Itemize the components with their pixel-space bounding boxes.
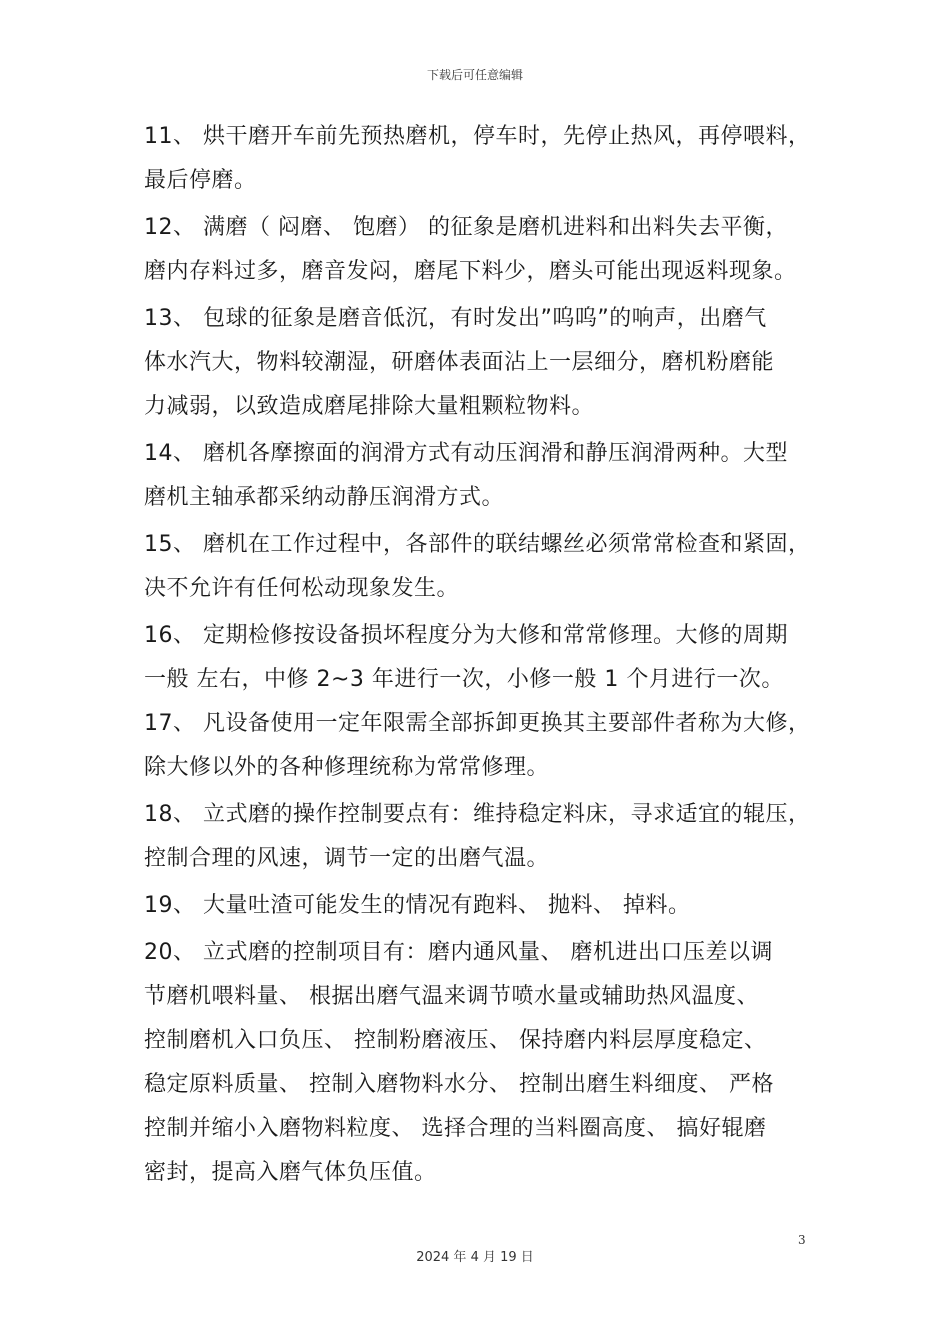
list-item-20 [144,931,824,1195]
footer-date: 2024 年 4 月 19 日 [416,1250,534,1265]
list-item-18 [144,793,824,881]
text-line: 一般 左右，中修 2~3 年进行一次，小修一般 1 个月进行一次。 [144,667,784,692]
text-line: 控制磨机入口负压、 控制粉磨液压、 保持磨内料层厚度稳定、 [144,1028,767,1053]
text-line: 控制合理的风速，调节一定的出磨气温。 [144,846,550,871]
text-line: 控制并缩小入磨物料粒度、 选择合理的当料圈高度、 搞好辊磨 [144,1116,767,1141]
text-line: 体水汽大，物料较潮湿，研磨体表面沾上一层细分，磨机粉磨能 [144,350,775,375]
text-line: 13、 包球的征象是磨音低沉，有时发出”呜呜”的响声，出磨气 [144,306,767,331]
text-line: 14、 磨机各摩擦面的润滑方式有动压润滑和静压润滑两种。大型 [144,441,788,466]
text-line: 最后停磨。 [144,168,257,193]
page-number: 3 [798,1233,806,1247]
list-item-16 [144,614,824,702]
list-item-17 [144,702,824,790]
text-line: 决不允许有任何松动现象发生。 [144,576,460,601]
text-line: 磨内存料过多，磨音发闷，磨尾下料少，磨头可能出现返料现象。 [144,259,797,284]
text-line: 力减弱，以致造成磨尾排除大量粗颗粒物料。 [144,394,595,419]
list-item-14 [144,432,824,520]
list-item-19 [144,884,824,928]
page-header: 下载后可任意编辑 [426,68,523,82]
list-item-15 [144,523,824,611]
text-line: 11、 烘干磨开车前先预热磨机，停车时，先停止热风，再停喂料， [144,124,811,149]
text-line: 17、 凡设备使用一定年限需全部拆卸更换其主要部件者称为大修， [144,711,811,736]
text-line: 16、 定期检修按设备损坏程度分为大修和常常修理。大修的周期 [144,623,788,648]
text-line: 密封，提高入磨气体负压值。 [144,1160,437,1185]
text-line: 12、 满磨（ 闷磨、 饱磨） 的征象是磨机进料和出料失去平衡， [144,215,788,240]
list-item-11 [144,115,824,203]
text-line: 20、 立式磨的控制项目有：磨内通风量、 磨机进出口压差以调 [144,940,773,965]
list-item-12 [144,206,824,294]
text-line: 19、 大量吐渣可能发生的情况有跑料、 抛料、 掉料。 [144,893,691,918]
list-item-13 [144,297,824,429]
text-line: 15、 磨机在工作过程中，各部件的联结螺丝必须常常检查和紧固， [144,532,811,557]
text-line: 18、 立式磨的操作控制要点有：维持稳定料床，寻求适宜的辊压， [144,802,811,827]
text-line: 节磨机喂料量、 根据出磨气温来调节喷水量或辅助热风温度、 [144,984,759,1009]
text-line: 除大修以外的各种修理统称为常常修理。 [144,755,550,780]
text-line: 磨机主轴承都采纳动静压润滑方式。 [144,485,505,510]
document-body [144,115,824,1195]
text-line: 稳定原料质量、 控制入磨物料水分、 控制出磨生料细度、 严格 [144,1072,774,1097]
